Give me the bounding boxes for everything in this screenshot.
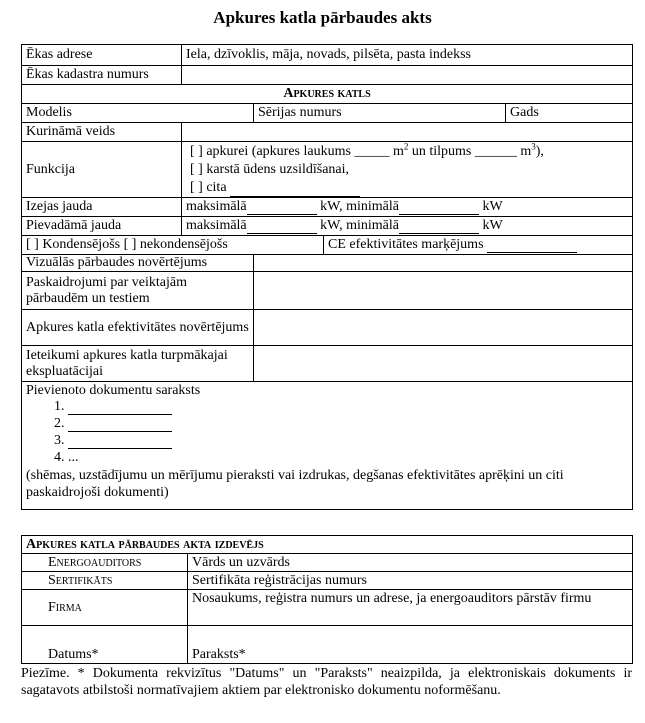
- cadastre-label: Ēkas kadastra numurs: [22, 66, 182, 85]
- address-label: Ēkas adrese: [22, 45, 182, 66]
- function-water-option[interactable]: [ ] karstā ūdens uzsildīšanai,: [190, 161, 350, 177]
- document-item[interactable]: 2.: [54, 416, 628, 433]
- visual-assessment-label: Vizuālās pārbaudes novērtējums: [22, 255, 254, 272]
- year-label[interactable]: Gads: [506, 104, 633, 123]
- date-field[interactable]: Datums*: [22, 626, 188, 664]
- boiler-inspection-table: [21, 44, 633, 510]
- certificate-number-field[interactable]: Sertifikāta reģistrācijas numurs: [188, 572, 633, 590]
- document-item[interactable]: 3.: [54, 433, 628, 450]
- documents-label: Pievienoto dokumentu saraksts: [26, 383, 201, 398]
- explanations-label: Paskaidrojumi par veiktajām pārbaudēm un testiem: [22, 272, 254, 310]
- address-field[interactable]: Iela, dzīvoklis, māja, novads, pilsēta, pasta indekss: [182, 45, 633, 66]
- function-options[interactable]: [182, 142, 633, 198]
- auditor-name-field[interactable]: Vārds un uzvārds: [188, 554, 633, 572]
- input-power-fields[interactable]: maksimālā kW, minimālā kW: [182, 217, 633, 236]
- cadastre-field[interactable]: [182, 66, 633, 85]
- attached-documents: [22, 382, 633, 510]
- visual-assessment-field[interactable]: [254, 255, 633, 272]
- documents-list: [26, 399, 628, 467]
- fuel-field[interactable]: [182, 123, 633, 142]
- recommendations-label: Ieteikumi apkures katla turpmākajai ekspluatācijai: [22, 346, 254, 382]
- page-title: Apkures katla pārbaudes akts: [213, 8, 432, 27]
- function-heating-option[interactable]: [ ] apkurei (apkures laukums _____ $m^2$ un tilpums ______ $m^3$),: [190, 140, 544, 159]
- firm-field[interactable]: Nosaukums, reģistra numurs un adrese, ja energoauditors pārstāv firmu: [188, 590, 633, 626]
- auditor-label: Energoauditors: [22, 554, 188, 572]
- function-other-option[interactable]: [ ] cita: [190, 179, 628, 197]
- boiler-section-heading: Apkures katls: [22, 85, 633, 104]
- serial-label[interactable]: Sērijas numurs: [254, 104, 506, 123]
- issuer-table: [21, 535, 633, 664]
- certificate-label: Sertifikāts: [22, 572, 188, 590]
- fuel-label: Kurināmā veids: [22, 123, 182, 142]
- function-label: Funkcija: [22, 142, 182, 198]
- ce-marking-field[interactable]: CE efektivitātes marķējums: [324, 236, 633, 255]
- efficiency-field[interactable]: [254, 310, 633, 346]
- document-item[interactable]: 1.: [54, 399, 628, 416]
- documents-note: (shēmas, uzstādījumu un mērījumu pieraksti vai izdrukas, degšanas efektivitātes aprēķini un citi paskaidrojoši dokumenti): [26, 468, 564, 500]
- explanations-field[interactable]: [254, 272, 633, 310]
- footnote: Piezīme. * Dokumenta rekvizītus "Datums" un "Paraksts" neaizpilda, ja elektroniskais dokuments ir sagatavots atbilstoši normatīvajiem aktiem par elektronisko dokumentu noformēšanu.: [21, 666, 632, 698]
- input-power-label: Pievadāmā jauda: [22, 217, 182, 236]
- condensing-options[interactable]: [ ] Kondensējošs [ ] nekondensējošs: [22, 236, 324, 255]
- signature-field[interactable]: Paraksts*: [188, 626, 633, 664]
- model-label[interactable]: Modelis: [22, 104, 254, 123]
- efficiency-label: Apkures katla efektivitātes novērtējums: [22, 310, 254, 346]
- output-power-fields[interactable]: maksimālā kW, minimālā kW: [182, 198, 633, 217]
- firm-label: Firma: [22, 590, 188, 626]
- recommendations-field[interactable]: [254, 346, 633, 382]
- document-item[interactable]: 4. ...: [54, 450, 79, 465]
- issuer-section-heading: Apkures katla pārbaudes akta izdevējs: [22, 536, 633, 554]
- output-power-label: Izejas jauda: [22, 198, 182, 217]
